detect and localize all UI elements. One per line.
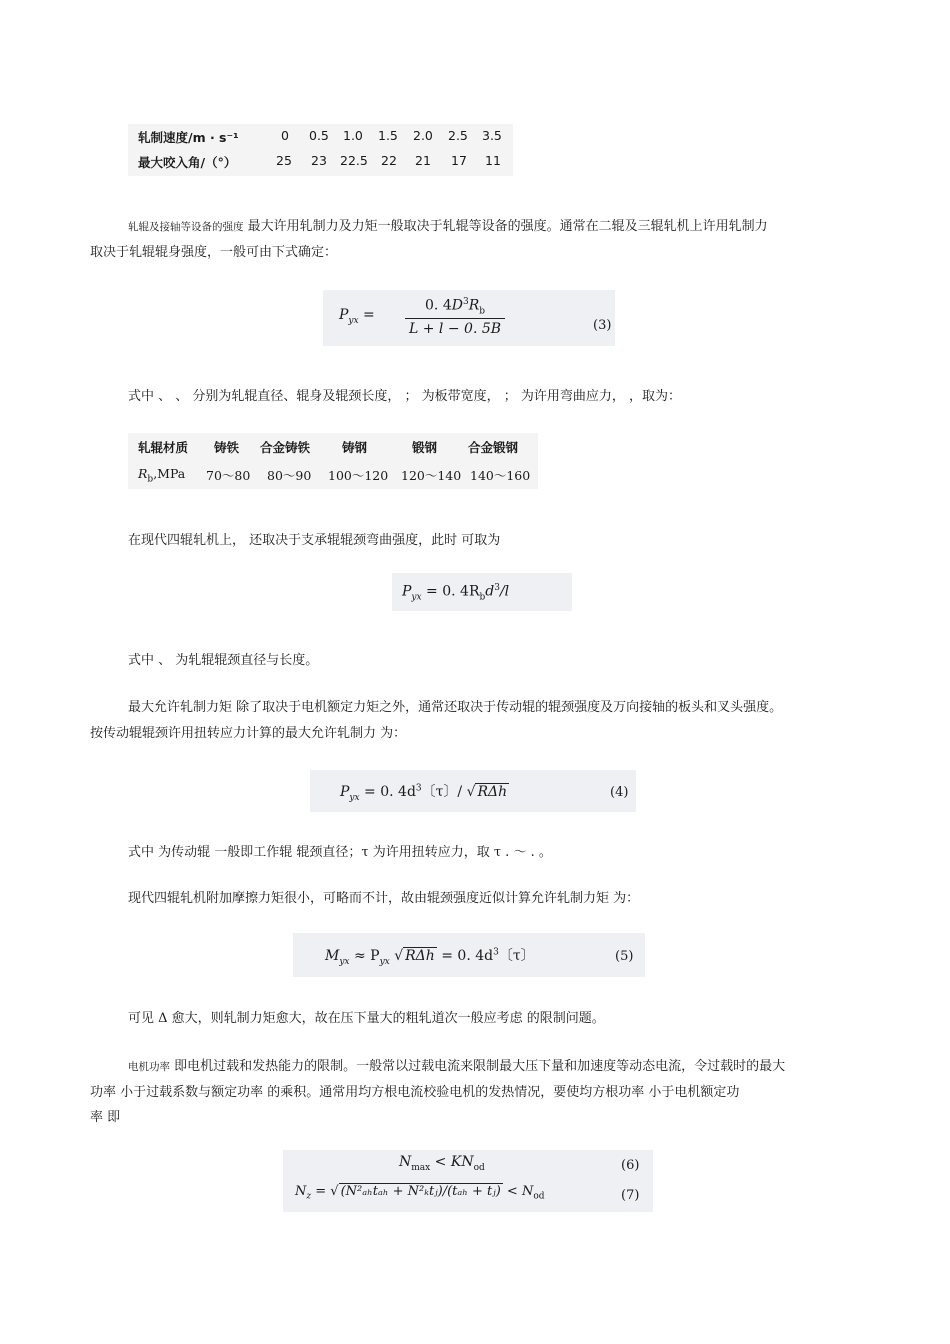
eq-sub: yx xyxy=(348,315,359,326)
paragraph-text: 式中 为传动辊 一般即工作辊 辊颈直径；τ 为许用扭转应力，取 τ . ～ . 。 xyxy=(128,845,552,860)
fraction xyxy=(405,297,505,337)
eq-sub: od xyxy=(473,1162,485,1173)
speed-bite-angle-table xyxy=(128,124,513,176)
eq-sup: 3 xyxy=(462,297,469,307)
equation-3 xyxy=(323,290,615,346)
eq-root: RΔh xyxy=(477,784,508,800)
eq-sign: = xyxy=(363,307,375,323)
eq-rhs: 〔τ〕 xyxy=(498,948,535,964)
table-cell: 3.5 xyxy=(482,128,502,143)
eq-sub: yx xyxy=(339,956,350,967)
table-cell: 1.5 xyxy=(378,128,398,143)
table-cell: 25 xyxy=(276,153,292,168)
paragraph-text: 功率 小于过载系数与额定功率 的乘积。通常用均方根电流校验电机的发热情况，要使均方根功率 小于电机额定功 xyxy=(90,1085,740,1100)
eq-lhs: P xyxy=(402,583,412,600)
header-label: 轧辊材质 xyxy=(138,440,189,455)
table-cell: 22.5 xyxy=(340,153,368,168)
table-cell: 0 xyxy=(281,128,289,143)
header-cell: 铸铁 xyxy=(214,440,240,455)
eq-rhs: /l xyxy=(499,583,510,600)
eq-root: (N²ₐₕtₐₕ + N²ₖtⱼ)/(tₐₕ + tⱼ) xyxy=(340,1184,501,1199)
table-cell: 21 xyxy=(415,153,431,168)
paragraph-text: 最大允许轧制力矩 除了取决于电机额定力矩之外，通常还取决于传动辊的辊颈强度及万向接轴的板头和叉头强度。 xyxy=(128,700,783,715)
table-cell: 23 xyxy=(311,153,327,168)
eq-mid: ≈ P xyxy=(349,948,380,964)
eq-sub: max xyxy=(411,1162,431,1173)
eq-rhs: d xyxy=(485,583,495,600)
table-cell: 0.5 xyxy=(309,128,329,143)
paragraph-text: 率 即 xyxy=(90,1110,121,1125)
eq-sup: 3 xyxy=(415,783,422,794)
equation-number: (7) xyxy=(621,1188,640,1203)
table-cell: 2.5 xyxy=(448,128,468,143)
header-cell: 锻钢 xyxy=(412,440,438,455)
eq-lhs: P xyxy=(339,307,349,323)
eq-den: L + l − 0. 5B xyxy=(409,321,502,338)
eq-sup: 3 xyxy=(494,583,500,593)
equation-7: $N_z$ = √ (N²ₐₕtₐₕ + N²ₖtⱼ)/(tₐₕ + tⱼ) < $N_{od}$ xyxy=(295,1184,545,1202)
eq-rhs: < N xyxy=(502,1184,534,1199)
section-heading: 轧辊及接轴等设备的强度 xyxy=(128,221,244,233)
paragraph-strength xyxy=(128,214,768,240)
eq-sub: yx xyxy=(349,792,360,803)
eq-num: 0. 4 xyxy=(425,297,452,314)
table-cell: 100～120 xyxy=(328,468,389,483)
table-cell: 120～140 xyxy=(401,468,462,483)
eq-sub: yx xyxy=(411,592,422,603)
eq-lhs: M xyxy=(325,948,340,964)
equation-number: (3) xyxy=(593,318,612,333)
equation-support-journal xyxy=(392,573,572,611)
paragraph-text: 即电机过载和发热能力的限制。一般常以过载电流来限制最大压下量和加速度等动态电流，令过载时的最大 xyxy=(174,1059,786,1074)
paragraph-text: 式中 、 、 分别为轧辊直径、辊身及辊颈长度， ； 为板带宽度， ； 为许用弯曲应力， ，取为： xyxy=(128,389,682,404)
paragraph-text: 取决于轧辊辊身强度，一般可由下式确定： xyxy=(90,245,338,260)
table-cell: 2.0 xyxy=(413,128,433,143)
eq-sup: 3 xyxy=(493,947,499,958)
eq-sub: z xyxy=(306,1191,312,1202)
eq-lhs: N xyxy=(295,1184,307,1199)
paragraph-text: 最大许用轧制力及力矩一般取决于轧辊等设备的强度。通常在二辊及三辊轧机上许用轧制力 xyxy=(247,219,768,234)
equation-4: $P_{yx} = 0$. $4d^3$〔τ〕/ √ RΔh (4) xyxy=(310,770,636,812)
table-cell: 140～160 xyxy=(470,468,531,483)
table-cell: 1.0 xyxy=(343,128,363,143)
eq-num: R xyxy=(468,297,480,314)
eq-sign: = xyxy=(311,1184,331,1199)
eq-num: D xyxy=(451,297,463,314)
eq-lhs: N xyxy=(399,1154,412,1170)
row-label-unit: ,MPa xyxy=(153,466,186,481)
equation-6 xyxy=(399,1154,485,1173)
eq-lhs: P xyxy=(340,784,350,800)
equation-number: (4) xyxy=(610,785,629,800)
header-cell: 合金铸铁 xyxy=(260,440,311,455)
eq-rhs: = 0. 4d xyxy=(436,948,494,964)
row-label: 轧制速度/m · s⁻¹ xyxy=(138,130,239,145)
paragraph-text: 式中 、 为轧辊辊颈直径与长度。 xyxy=(128,653,319,668)
row-label: R xyxy=(138,466,148,481)
eq-rhs: < KN xyxy=(430,1154,474,1170)
eq-rhs: = 0. 4R xyxy=(426,583,480,600)
table-cell: 80～90 xyxy=(267,468,312,483)
paragraph-text: 按传动辊辊颈许用扭转应力计算的最大允许轧制力 为： xyxy=(90,726,407,741)
section-heading: 电机功率 xyxy=(128,1061,170,1073)
eq-sub: b xyxy=(479,592,486,603)
equations-6-7 xyxy=(283,1150,653,1212)
paragraph-text: 可见 Δ 愈大，则轧制力矩愈大，故在压下量大的粗轧道次一般应考虑 的限制问题。 xyxy=(128,1011,605,1026)
eq-sub: b xyxy=(479,306,486,317)
paragraph-text: 在现代四辊轧机上， 还取决于支承辊辊颈弯曲强度，此时 可取为 xyxy=(128,533,501,548)
paragraph-text: 现代四辊轧机附加摩擦力矩很小，可略而不计，故由辊颈强度近似计算允许轧制力矩 为： xyxy=(128,891,640,906)
header-cell: 铸钢 xyxy=(342,440,368,455)
row-label-sub: b xyxy=(147,474,154,485)
eq-sub: od xyxy=(533,1191,545,1202)
header-cell: 合金锻钢 xyxy=(468,440,519,455)
equation-number: (5) xyxy=(615,949,634,964)
table-cell: 22 xyxy=(381,153,397,168)
paragraph-motor-power xyxy=(128,1054,785,1080)
table-cell: 70～80 xyxy=(206,468,251,483)
eq-sub: yx xyxy=(379,956,390,967)
eq-rhs: = 0. 4d xyxy=(364,784,416,800)
eq-rhs: 〔τ〕/ xyxy=(421,784,467,800)
roll-material-table xyxy=(128,433,538,489)
row-label: 最大咬入角/（°） xyxy=(138,155,237,170)
table-cell: 17 xyxy=(451,153,467,168)
equation-5: $M_{yx} \approx P_{yx}$ √ RΔh = 0. $4d^3$〔τ〕 (5) xyxy=(293,933,645,977)
table-cell: 11 xyxy=(485,153,501,168)
eq-root: RΔh xyxy=(405,948,435,964)
equation-number: (6) xyxy=(621,1158,640,1173)
